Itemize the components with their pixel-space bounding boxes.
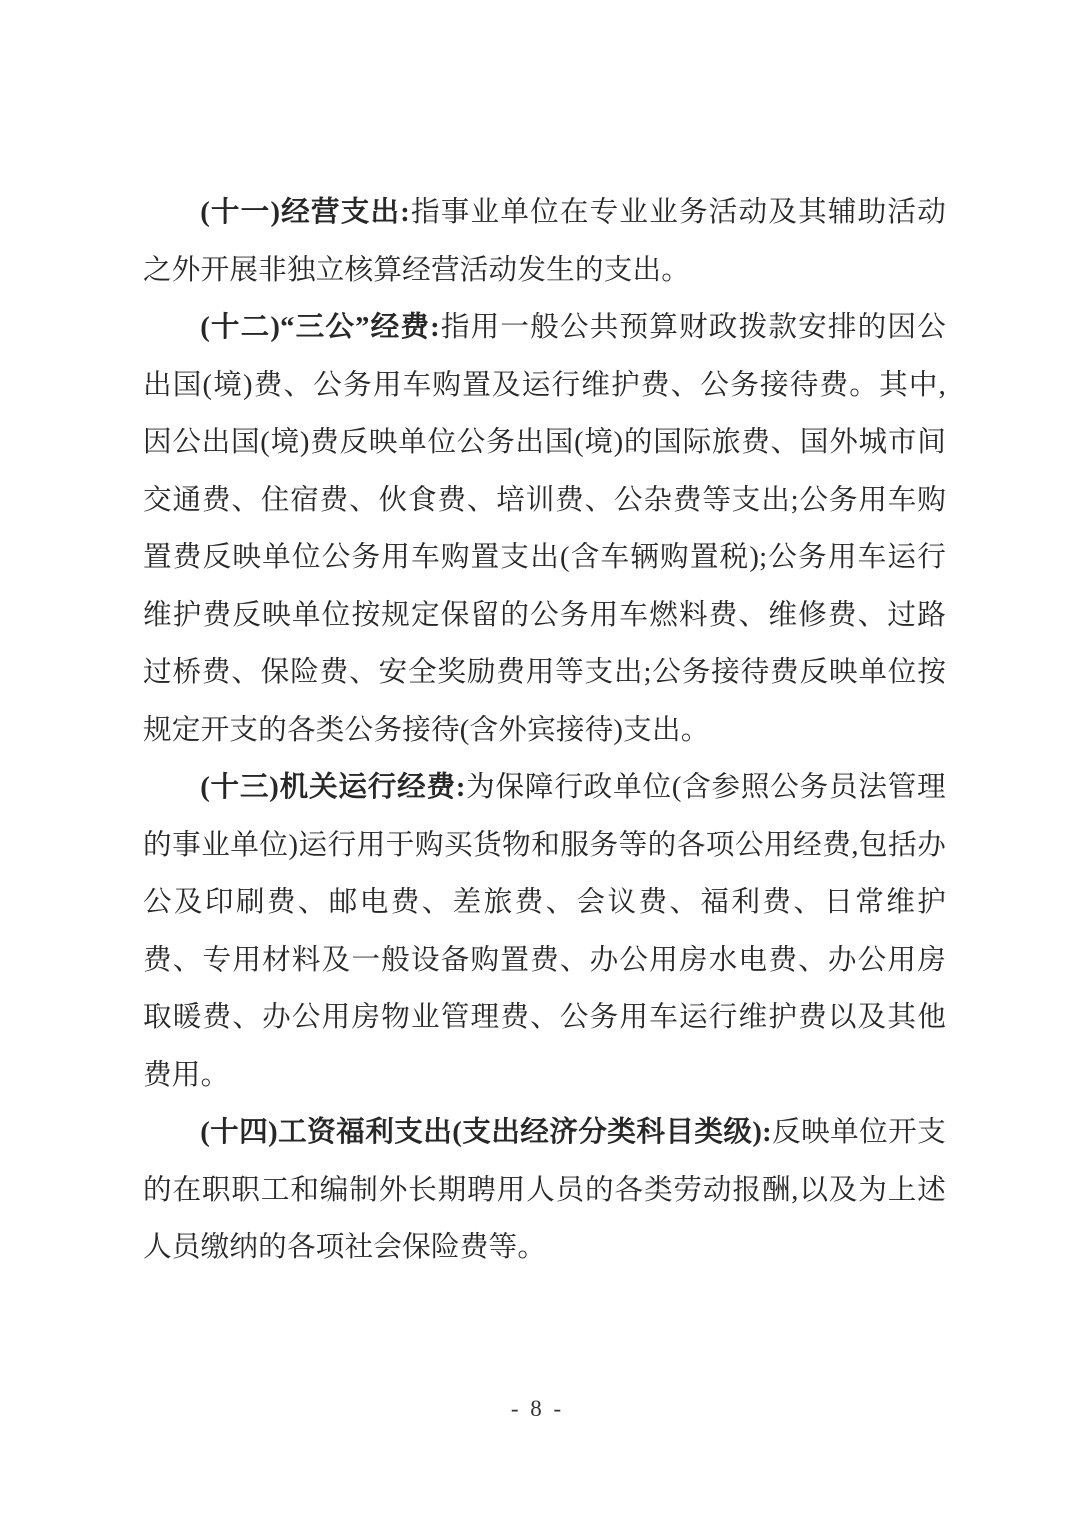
paragraph-11-text: 指事业单位在专业业务活动及其辅助活动之外开展非独立核算经营活动发生的支出。 bbox=[143, 197, 946, 286]
page-number: - 8 - bbox=[510, 1396, 565, 1421]
paragraph-14 bbox=[143, 1104, 946, 1277]
document-body bbox=[143, 184, 946, 1277]
paragraph-12-heading: (十二)“三公”经费: bbox=[200, 312, 440, 343]
paragraph-14-heading: (十四)工资福利支出(支出经济分类科目类级): bbox=[200, 1117, 772, 1148]
paragraph-12-text: 指用一般公共预算财政拨款安排的因公出国(境)费、公务用车购置及运行维护费、公务接待费。其中,因公出国(境)费反映单位公务出国(境)的国际旅费、国外城市间交通费、住宿费、伙食费、培训费、公杂费等支出;公务用车购置费反映单位公务用车购置支出(含车辆购置税);公务用车运行维护费反映单位按规定保留的公务用车燃料费、维修费、过路过桥费、保险费、安全奖励费用等支出;公务接待费反映单位按规定开支的各类公务接待(含外宾接待)支出。 bbox=[143, 312, 946, 746]
paragraph-13-text: 为保障行政单位(含参照公务员法管理的事业单位)运行用于购买货物和服务等的各项公用经费,包括办公及印刷费、邮电费、差旅费、会议费、福利费、日常维护费、专用材料及一般设备购置费、办公用房水电费、办公用房取暖费、办公用房物业管理费、公务用车运行维护费以及其他费用。 bbox=[143, 772, 946, 1091]
paragraph-13 bbox=[143, 759, 946, 1104]
paragraph-13-heading: (十三)机关运行经费: bbox=[200, 772, 466, 803]
paragraph-11 bbox=[143, 184, 946, 299]
paragraph-12 bbox=[143, 299, 946, 759]
paragraph-11-heading: (十一)经营支出: bbox=[200, 197, 410, 228]
paragraph-14-text: 反映单位开支的在职职工和编制外长期聘用人员的各类劳动报酬,以及为上述人员缴纳的各项社会保险费等。 bbox=[143, 1117, 947, 1263]
